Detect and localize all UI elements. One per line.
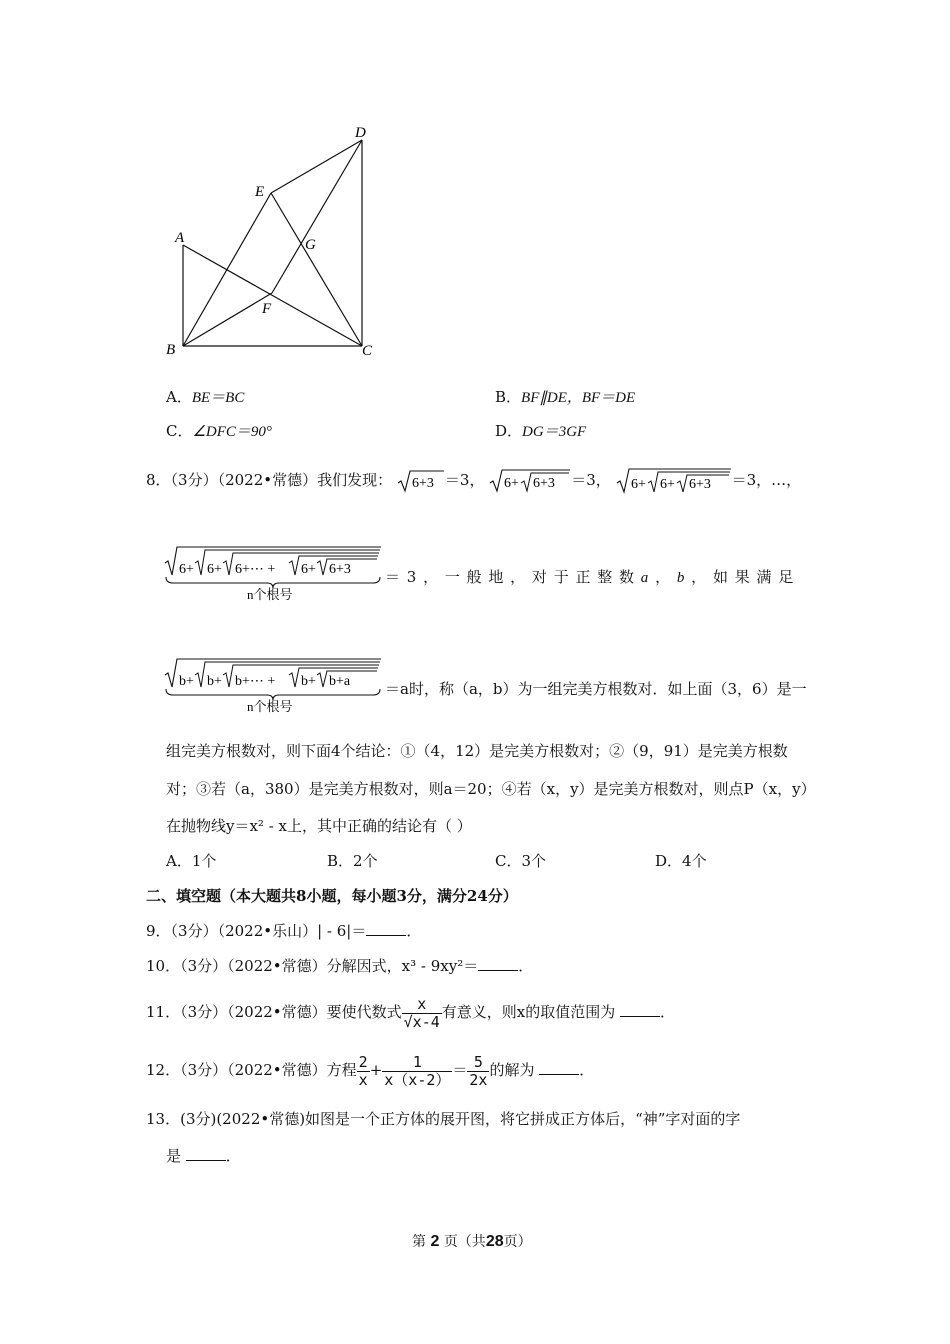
q12-f2-den: x（x-2） bbox=[384, 1070, 451, 1089]
q8-line5-text: 对；③若（a，380）是完美方根数对，则a＝20；④若（x，y）是完美方根数对，则点P（x，y） bbox=[166, 780, 816, 798]
q10 bbox=[146, 955, 533, 976]
q7-option-c-text: ∠DFC＝90° bbox=[192, 424, 272, 440]
segment-bf bbox=[183, 293, 272, 346]
q12-f2-num: 1 bbox=[382, 1054, 452, 1072]
footer-mid: 页（共 bbox=[443, 1234, 486, 1250]
q12-tail: 的解为 bbox=[489, 1061, 535, 1079]
q8-line4 bbox=[166, 740, 788, 761]
q8-comma-2: ， bbox=[691, 568, 707, 586]
q11-tail: 有意义，则x的取值范围为 bbox=[441, 1003, 616, 1021]
q13-line2-text: 是 bbox=[166, 1147, 182, 1165]
q12-f1-den: x bbox=[358, 1070, 368, 1089]
svg-text:b+: b+ bbox=[207, 674, 222, 689]
segment-ec bbox=[271, 193, 362, 346]
q9-end: ． bbox=[406, 922, 422, 940]
q7-option-c-letter: C． bbox=[166, 422, 193, 440]
q11-end: ． bbox=[660, 1003, 676, 1021]
svg-text:6+3: 6+3 bbox=[329, 562, 351, 577]
svg-text:6+⋯ +: 6+⋯ + bbox=[235, 562, 276, 577]
sqrt-expression-1 bbox=[397, 468, 445, 494]
svg-text:b+: b+ bbox=[179, 674, 194, 689]
label-g: G bbox=[305, 237, 316, 253]
sqrt-expression-2 bbox=[489, 468, 571, 494]
label-f: F bbox=[262, 301, 272, 317]
footer-page-number: 2 bbox=[430, 1233, 440, 1250]
q8-eq1-result: ＝3， bbox=[444, 471, 485, 489]
q7-option-d-letter: D． bbox=[495, 422, 523, 440]
q8-var-a: a bbox=[640, 570, 649, 586]
nested-radical-6 bbox=[163, 545, 383, 603]
q8-option-c: C．3个 bbox=[495, 852, 547, 870]
q12-f1-num: 2 bbox=[358, 1052, 368, 1071]
q11-fraction bbox=[402, 996, 442, 1031]
q12-f3-den: 2x bbox=[469, 1070, 488, 1089]
q10-answer-blank[interactable] bbox=[478, 958, 518, 971]
q8-line6-text: 在抛物线y＝x² - x上，其中正确的结论有（ ） bbox=[166, 817, 472, 835]
q7-option-d-text: DG＝3GF bbox=[522, 424, 587, 440]
svg-text:6+3: 6+3 bbox=[533, 476, 556, 491]
q13-line1-text: 13．(3分)(2022•常德)如图是一个正方体的展开图，将它拼成正方体后，“神”字对面的字 bbox=[146, 1110, 741, 1128]
svg-text:6+: 6+ bbox=[207, 562, 222, 577]
nested-radical-b-label: n个根号 bbox=[247, 699, 293, 714]
footer-pre: 第 bbox=[412, 1234, 426, 1250]
svg-text:b+: b+ bbox=[301, 674, 316, 689]
q8-option-b: B．2个 bbox=[327, 852, 378, 870]
q7-option-a-text: BE＝BC bbox=[191, 390, 245, 406]
label-a: A bbox=[175, 230, 185, 246]
footer-post: 页） bbox=[503, 1234, 532, 1250]
label-e: E bbox=[255, 184, 265, 200]
q8-var-b: b bbox=[676, 570, 685, 586]
q7-option-b bbox=[495, 386, 635, 407]
svg-text:6+: 6+ bbox=[659, 477, 675, 492]
label-d: D bbox=[355, 125, 366, 141]
q10-text: 10．（3分）（2022•常德）分解因式，x³ - 9xy²＝ bbox=[146, 957, 479, 975]
q7-option-a-letter: A． bbox=[166, 388, 192, 406]
section-2-title: 二、填空题（本大题共8小题，每小题3分，满分24分） bbox=[146, 887, 518, 905]
page-footer bbox=[412, 1231, 532, 1251]
q8-prefix: 8．（3分）（2022•常德）我们发现： bbox=[146, 471, 393, 489]
nested-radical-6-label: n个根号 bbox=[247, 587, 293, 602]
q12-answer-blank[interactable] bbox=[539, 1062, 579, 1075]
svg-text:b+⋯ +: b+⋯ + bbox=[235, 674, 276, 689]
svg-text:b+a: b+a bbox=[329, 674, 351, 689]
q11-answer-blank[interactable] bbox=[620, 1004, 660, 1017]
geometry-figure bbox=[160, 118, 390, 363]
q8-comma-1: ， bbox=[655, 568, 671, 586]
q7-option-d bbox=[495, 420, 586, 441]
q11-fraction-den: √x-4 bbox=[403, 1012, 440, 1031]
q9 bbox=[146, 920, 421, 941]
segment-ac bbox=[183, 245, 362, 346]
q13-end: ． bbox=[225, 1147, 241, 1165]
q9-text: 9．（3分）（2022•乐山）| - 6|＝ bbox=[146, 922, 367, 940]
svg-text:6+: 6+ bbox=[630, 477, 646, 492]
q12-plus: + bbox=[369, 1061, 383, 1079]
q12-f3-num: 5 bbox=[467, 1054, 489, 1072]
q11 bbox=[146, 990, 675, 1034]
q8-line2-end: 如 果 满 足 bbox=[712, 568, 794, 586]
q12 bbox=[146, 1048, 594, 1092]
q8-line2 bbox=[385, 566, 793, 587]
q8-line2-tail: ＝ 3 ， 一 般 地 ， 对 于 正 整 数 bbox=[385, 568, 634, 586]
q7-option-b-letter: B． bbox=[495, 388, 522, 406]
q13-answer-blank[interactable] bbox=[186, 1148, 226, 1161]
q9-answer-blank[interactable] bbox=[366, 923, 406, 936]
segment-be bbox=[183, 193, 271, 346]
q8-line5 bbox=[166, 778, 816, 799]
footer-total-pages: 28 bbox=[485, 1233, 504, 1250]
q8-line4-text: 组完美方根数对，则下面4个结论：①（4，12）是完美方根数对；②（9，91）是完美方根数 bbox=[166, 742, 788, 760]
q8-eq3-result: ＝3，…， bbox=[731, 471, 802, 489]
label-b: B bbox=[166, 342, 176, 358]
q11-text: 11．（3分）（2022•常德）要使代数式 bbox=[146, 1003, 402, 1021]
nested-radical-b bbox=[163, 657, 383, 715]
q11-fraction-num: x bbox=[402, 996, 442, 1014]
q8-line3 bbox=[385, 678, 807, 699]
q13-line1 bbox=[146, 1108, 740, 1129]
q8-line3-text: ＝a时，称（a，b）为一组完美方根数对．如上面（3，6）是一 bbox=[385, 680, 807, 698]
q8-line1 bbox=[146, 466, 801, 494]
q7-option-b-text: BF∥DE，BF＝DE bbox=[521, 390, 636, 406]
q12-text: 12．（3分）（2022•常德）方程 bbox=[146, 1061, 357, 1079]
label-c: C bbox=[362, 343, 373, 359]
q7-option-c bbox=[166, 420, 272, 441]
q12-end: ． bbox=[579, 1061, 595, 1079]
sqrt-expression-1-content: 6+3 bbox=[411, 476, 434, 491]
svg-text:6+: 6+ bbox=[301, 562, 316, 577]
q10-end: ． bbox=[518, 957, 534, 975]
q8-eq2-result: ＝3， bbox=[571, 471, 611, 489]
q8-line6 bbox=[166, 815, 472, 836]
q12-fraction-3 bbox=[467, 1054, 489, 1089]
q8-option-d: D．4个 bbox=[655, 852, 707, 870]
svg-text:6+3: 6+3 bbox=[688, 477, 711, 492]
q12-fraction-1 bbox=[357, 1054, 370, 1089]
svg-text:6+: 6+ bbox=[504, 476, 520, 491]
q8-option-a: A．1个 bbox=[166, 852, 217, 870]
sqrt-expression-3 bbox=[616, 467, 732, 495]
q12-equals: ＝ bbox=[452, 1061, 468, 1079]
q7-option-a bbox=[166, 386, 244, 407]
svg-text:6+: 6+ bbox=[179, 562, 194, 577]
segment-ed bbox=[271, 140, 362, 193]
q13-line2 bbox=[166, 1145, 241, 1166]
q12-fraction-2 bbox=[382, 1054, 452, 1089]
